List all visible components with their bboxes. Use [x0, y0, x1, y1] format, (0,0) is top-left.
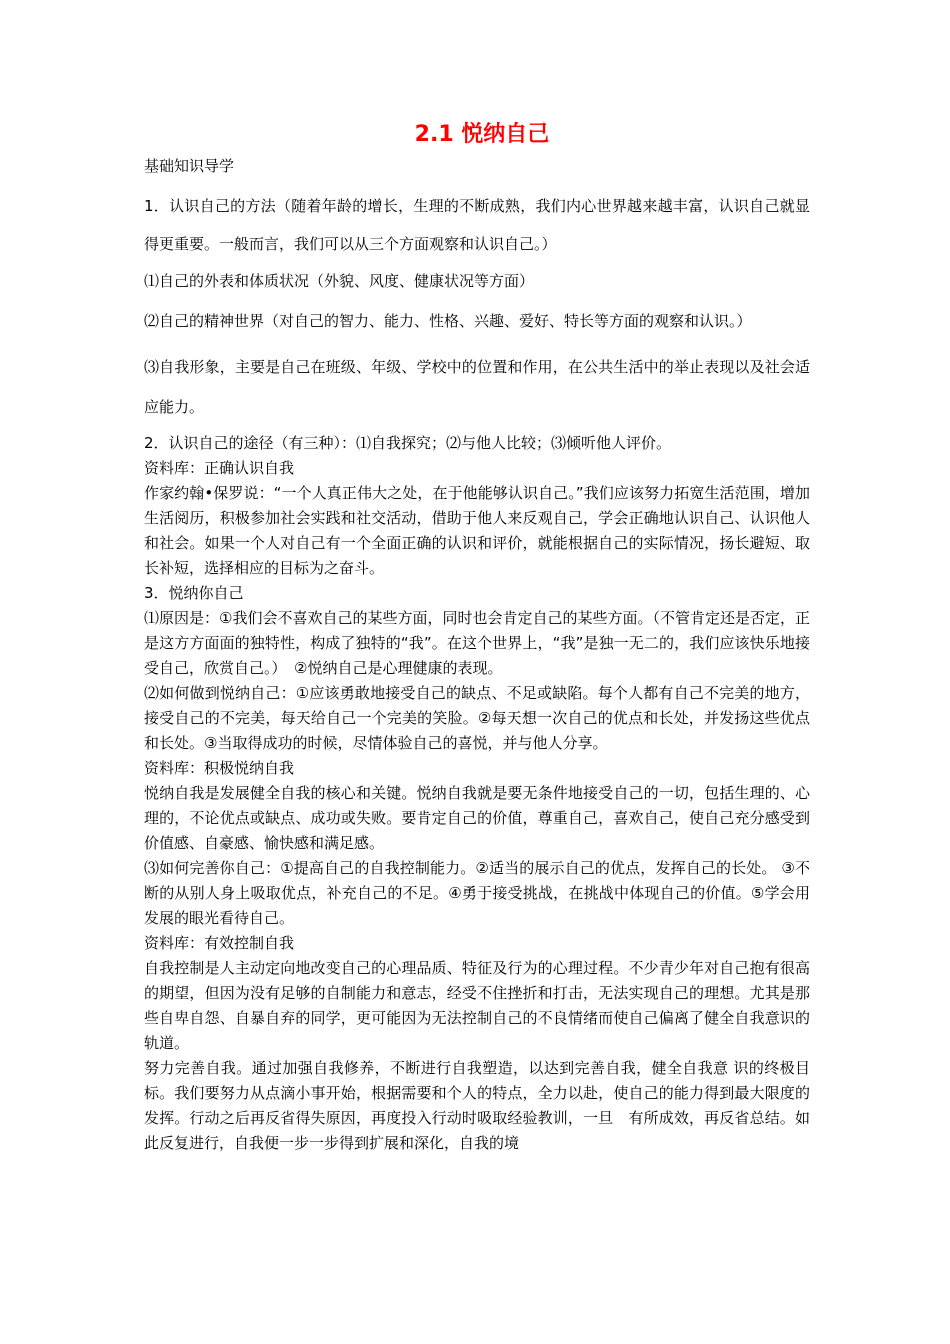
paragraph-paul-quote: 作家约翰•保罗说：“一个人真正伟大之处，在于他能够认识自己。”我们应该努力拓宽生活范围，增加生活阅历，积极参加社会实践和社交活动，借助于他人来反观自己，学会正确地认识自己、认识他人和社会。如果一个人对自己有一个全面正确的认识和评价，就能根据自己的实际情况，扬长避短、取长补短，选择相应的目标为之奋斗。: [144, 484, 810, 577]
paragraph-spirit: ⑵自己的精神世界（对自己的智力、能力、性格、兴趣、爱好、特长等方面的观察和认识。）: [144, 312, 752, 330]
page-title: 2.1 悦纳自己: [414, 122, 550, 147]
resource-heading-control: 资料库：有效控制自我: [144, 934, 295, 952]
paragraph-accept-heading: 3．悦纳你自己: [144, 584, 244, 602]
resource-heading-know-self: 资料库：正确认识自我: [144, 459, 295, 477]
paragraph-methods: 1．认识自己的方法（随着年龄的增长，生理的不断成熟，我们内心世界越来越丰富，认识自己就显得更重要。一般而言，我们可以从三个方面观察和认识自己。）: [144, 197, 810, 253]
paragraph-accept-reason: ⑴原因是：①我们会不喜欢自己的某些方面，同时也会肯定自己的某些方面。（不管肯定还是否定，正是这方方面面的独特性，构成了独特的“我”。在这个世界上，“我”是独一无二的，我们应该快乐地接受自己，欣赏自己。） ②悦纳自己是心理健康的表现。: [144, 609, 810, 677]
resource-heading-accept: 资料库：积极悦纳自我: [144, 759, 295, 777]
document-content: [144, 120, 810, 1156]
paragraph-self-image: ⑶自我形象，主要是自己在班级、年级、学校中的位置和作用，在公共生活中的举止表现以及社会适应能力。: [144, 358, 810, 416]
paragraph-improve-self: ⑶如何完善你自己：①提高自己的自我控制能力。②适当的展示自己的优点，发挥自己的长处。 ③不断的从别人身上吸取优点，补充自己的不足。④勇于接受挑战，在挑战中体现自己的价值。⑤学会用发展的眼光看待自己。: [144, 859, 810, 927]
paragraph-accept-how: ⑵如何做到悦纳自己：①应该勇敢地接受自己的缺点、不足或缺陷。每个人都有自己不完美的地方，接受自己的不完美，每天给自己一个完美的笑脸。②每天想一次自己的优点和长处，并发扬这些优点和长处。③当取得成功的时候，尽情体验自己的喜悦，并与他人分享。: [144, 684, 810, 752]
paragraph-self-control: 自我控制是人主动定向地改变自己的心理品质、特征及行为的心理过程。不少青少年对自己抱有很高的期望，但因为没有足够的自制能力和意志，经受不住挫折和打击，无法实现自己的理想。尤其是那些自卑自怨、自暴自弃的同学，更可能因为无法控制自己的不良情绪而使自己偏离了健全自我意识的轨道。: [144, 959, 810, 1052]
paragraph-ways: 2．认识自己的途径（有三种）：⑴自我探究；⑵与他人比较；⑶倾听他人评价。: [144, 434, 672, 452]
paragraph-accept-core: 悦纳自我是发展健全自我的核心和关键。悦纳自我就是要无条件地接受自己的一切，包括生理的、心理的，不论优点或缺点、成功或失败。要肯定自己的价值，尊重自己，喜欢自己，使自己充分感受到价值感、自豪感、愉快感和满足感。: [144, 784, 810, 852]
paragraph-appearance: ⑴自己的外表和体质状况（外貌、风度、健康状况等方面）: [144, 272, 535, 290]
paragraph-perfect-self: 努力完善自我。通过加强自我修养，不断进行自我塑造，以达到完善自我，健全自我意 识的终极目标。我们要努力从点滴小事开始，根据需要和个人的特点，全力以赴，使自己的能力得到最大限度的发挥。行动之后再反省得失原因，再度投入行动时吸取经验教训，一旦 有所成效，再反省总结。如此反复进行，自我便一步一步得到扩展和深化，自我的境: [144, 1059, 810, 1152]
section-heading: 基础知识导学: [144, 157, 235, 175]
